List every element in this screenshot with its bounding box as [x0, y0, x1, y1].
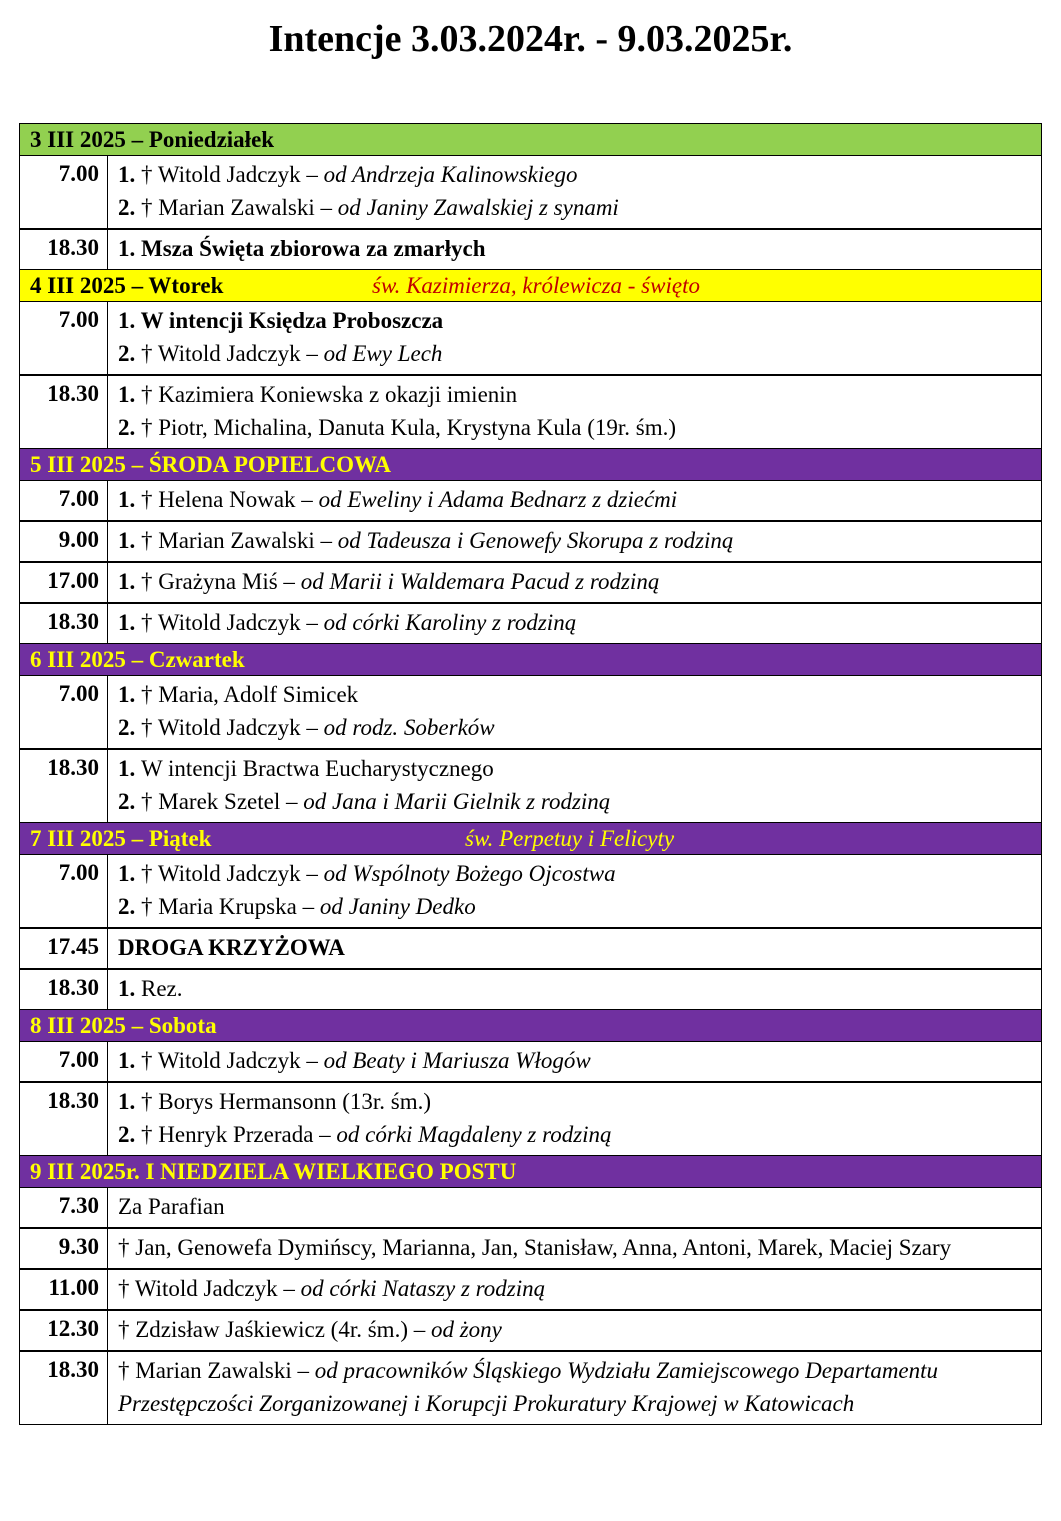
day-header-row: [20, 823, 1042, 855]
day-date: 5 III 2025 – ŚRODA POPIELCOWA: [30, 452, 392, 477]
intention-text: † Henryk Przerada –: [141, 1122, 337, 1147]
mass-time: 18.30: [20, 603, 108, 644]
intention-text: † Borys Hermansonn (13r. śm.): [141, 1089, 432, 1114]
day-date: 4 III 2025 – Wtorek: [30, 273, 224, 298]
intention-number: 1.: [118, 308, 141, 333]
mass-time: 11.00: [20, 1269, 108, 1310]
mass-row: [20, 229, 1042, 270]
day-date: 6 III 2025 – Czwartek: [30, 647, 245, 672]
intention-offered-by: od Wspólnoty Bożego Ojcostwa: [323, 861, 616, 886]
day-header-row: [20, 124, 1042, 156]
intention-number: 2.: [118, 195, 141, 220]
mass-intentions: [108, 302, 1042, 376]
mass-time: 7.30: [20, 1188, 108, 1229]
mass-intentions: [108, 481, 1042, 522]
intention-offered-by: od Janiny Dedko: [319, 894, 476, 919]
intention-line: [118, 711, 1033, 744]
mass-row: [20, 1351, 1042, 1425]
day-header-row: [20, 449, 1042, 481]
mass-time: 18.30: [20, 1351, 108, 1425]
mass-intentions: [108, 156, 1042, 230]
intention-offered-by: od żony: [430, 1317, 502, 1342]
intention-offered-by: od córki Karoliny z rodziną: [323, 610, 577, 635]
intention-number: 1.: [118, 236, 141, 261]
mass-row: [20, 1082, 1042, 1156]
intention-line: [118, 1044, 1033, 1077]
intention-offered-by: od Tadeusza i Genowefy Skorupa z rodziną: [337, 528, 734, 553]
intention-line: [118, 1272, 1033, 1305]
mass-row: [20, 521, 1042, 562]
mass-time: 9.00: [20, 521, 108, 562]
intention-text: † Maria, Adolf Simicek: [141, 682, 359, 707]
mass-time: 7.00: [20, 156, 108, 230]
intention-offered-by: od Eweliny i Adama Bednarz z dziećmi: [318, 487, 678, 512]
intention-text: † Maria Krupska –: [141, 894, 320, 919]
day-header: [20, 449, 1042, 481]
intention-text: † Marian Zawalski –: [141, 195, 338, 220]
mass-row: [20, 969, 1042, 1010]
mass-intentions: [108, 855, 1042, 929]
intention-line: [118, 304, 1033, 337]
intention-text: † Witold Jadczyk –: [141, 341, 324, 366]
intention-line: [118, 678, 1033, 711]
day-date: 8 III 2025 – Sobota: [30, 1013, 217, 1038]
intention-number: 1.: [118, 610, 141, 635]
day-header-row: [20, 270, 1042, 302]
intention-offered-by: od Janiny Zawalskiej z synami: [337, 195, 619, 220]
intention-number: 2.: [118, 715, 141, 740]
page-title: Intencje 3.03.2024r. - 9.03.2025r.: [268, 18, 793, 60]
mass-intentions: [108, 1310, 1042, 1351]
mass-time: 12.30: [20, 1310, 108, 1351]
mass-row: [20, 676, 1042, 750]
intention-number: 2.: [118, 894, 141, 919]
intention-text: † Witold Jadczyk –: [141, 1048, 324, 1073]
mass-time: 17.45: [20, 928, 108, 969]
mass-intentions: [108, 676, 1042, 750]
feast-name: św. Perpetuy i Felicyty: [465, 826, 675, 851]
intention-line: [118, 1085, 1033, 1118]
mass-row: [20, 603, 1042, 644]
intention-number: 1.: [118, 487, 141, 512]
day-header-row: [20, 644, 1042, 676]
intention-text: Rez.: [141, 976, 183, 1001]
intention-line: [118, 337, 1033, 370]
intention-text: † Piotr, Michalina, Danuta Kula, Krystyna Kula (19r. śm.): [141, 415, 677, 440]
mass-intentions: [108, 562, 1042, 603]
mass-intentions: [108, 521, 1042, 562]
day-header: [20, 644, 1042, 676]
mass-intentions: [108, 1228, 1042, 1269]
mass-row: [20, 1228, 1042, 1269]
intention-text: † Helena Nowak –: [141, 487, 319, 512]
intention-line: [118, 524, 1033, 557]
intention-number: 1.: [118, 569, 141, 594]
intention-number: 2.: [118, 341, 141, 366]
intention-line: [118, 931, 1033, 964]
mass-intentions: [108, 928, 1042, 969]
day-date: 3 III 2025 – Poniedziałek: [30, 127, 275, 152]
day-header-row: [20, 1010, 1042, 1042]
intention-text: † Marian Zawalski –: [118, 1358, 315, 1383]
intention-offered-by: od rodz. Soberków: [323, 715, 495, 740]
intention-offered-by: od Ewy Lech: [323, 341, 443, 366]
intention-number: 2.: [118, 789, 141, 814]
day-header: [20, 124, 1042, 156]
mass-intentions: [108, 375, 1042, 449]
intention-line: [118, 483, 1033, 516]
intention-number: 1.: [118, 976, 141, 1001]
mass-row: [20, 928, 1042, 969]
intention-number: 1.: [118, 528, 141, 553]
mass-time: 7.00: [20, 676, 108, 750]
mass-time: 18.30: [20, 229, 108, 270]
intention-offered-by: od pracowników Śląskiego Wydziału Zamiejscowego Departamentu Przestępczości Zorganizowanej i Korupcji Prokuratury Krajowej w Katowicach: [118, 1358, 939, 1416]
intention-line: [118, 1354, 1033, 1420]
mass-intentions: [108, 749, 1042, 823]
mass-intentions: [108, 1269, 1042, 1310]
intention-number: 1.: [118, 162, 141, 187]
intentions-table: [19, 123, 1042, 1425]
mass-time: 18.30: [20, 749, 108, 823]
mass-intentions: [108, 229, 1042, 270]
intention-line: [118, 890, 1033, 923]
mass-row: [20, 481, 1042, 522]
mass-time: 18.30: [20, 1082, 108, 1156]
mass-row: [20, 375, 1042, 449]
intention-line: [118, 857, 1033, 890]
intention-text: W intencji Księdza Proboszcza: [140, 308, 444, 333]
mass-time: 18.30: [20, 375, 108, 449]
day-header: [20, 1010, 1042, 1042]
mass-intentions: [108, 1188, 1042, 1229]
mass-row: [20, 1310, 1042, 1351]
feast-name: św. Kazimierza, królewicza - święto: [372, 273, 700, 298]
day-date: 9 III 2025r. I NIEDZIELA WIELKIEGO POSTU: [30, 1159, 517, 1184]
intention-text: Za Parafian: [118, 1194, 225, 1219]
intention-offered-by: od Beaty i Mariusza Włogów: [323, 1048, 591, 1073]
intention-number: 1.: [118, 382, 141, 407]
mass-time: 7.00: [20, 1042, 108, 1083]
intention-text: † Witold Jadczyk –: [141, 861, 324, 886]
mass-time: 18.30: [20, 969, 108, 1010]
intention-line: [118, 1231, 1033, 1264]
mass-row: [20, 1188, 1042, 1229]
mass-intentions: [108, 1351, 1042, 1425]
intention-text: † Witold Jadczyk –: [141, 162, 324, 187]
mass-time: 17.00: [20, 562, 108, 603]
intention-text: † Marian Zawalski –: [141, 528, 338, 553]
mass-row: [20, 1269, 1042, 1310]
intention-number: 2.: [118, 415, 141, 440]
intention-offered-by: od córki Nataszy z rodziną: [300, 1276, 546, 1301]
intention-text: † Grażyna Miś –: [141, 569, 301, 594]
intention-number: 1.: [118, 1048, 141, 1073]
intention-line: [118, 411, 1033, 444]
mass-row: [20, 1042, 1042, 1083]
day-header: [20, 823, 1042, 855]
intention-line: [118, 1313, 1033, 1346]
day-header: [20, 270, 1042, 302]
intention-text: DROGA KRZYŻOWA: [118, 935, 345, 960]
intention-number: 1.: [118, 682, 141, 707]
intention-line: [118, 232, 1033, 265]
intention-text: W intencji Bractwa Eucharystycznego: [141, 756, 494, 781]
mass-row: [20, 855, 1042, 929]
intention-text: † Witold Jadczyk –: [141, 610, 324, 635]
intention-offered-by: od Andrzeja Kalinowskiego: [323, 162, 578, 187]
intention-text: † Jan, Genowefa Dymińscy, Marianna, Jan, Stanisław, Anna, Antoni, Marek, Maciej Szary: [118, 1235, 952, 1260]
mass-row: [20, 562, 1042, 603]
intention-number: 1.: [118, 1089, 141, 1114]
intention-line: [118, 378, 1033, 411]
intention-text: † Marek Szetel –: [141, 789, 304, 814]
mass-time: 9.30: [20, 1228, 108, 1269]
mass-time: 7.00: [20, 481, 108, 522]
mass-time: 7.00: [20, 855, 108, 929]
mass-time: 7.00: [20, 302, 108, 376]
intention-text: Msza Święta zbiorowa za zmarłych: [141, 236, 486, 261]
mass-intentions: [108, 603, 1042, 644]
intention-text: † Witold Jadczyk –: [141, 715, 324, 740]
mass-row: [20, 749, 1042, 823]
mass-intentions: [108, 1042, 1042, 1083]
intention-line: [118, 565, 1033, 598]
intention-line: [118, 1190, 1033, 1223]
intention-offered-by: od córki Magdaleny z rodziną: [336, 1122, 612, 1147]
intention-line: [118, 1118, 1033, 1151]
intention-number: 1.: [118, 861, 141, 886]
mass-intentions: [108, 1082, 1042, 1156]
intention-offered-by: od Jana i Marii Gielnik z rodziną: [303, 789, 611, 814]
intention-text: † Kazimiera Koniewska z okazji imienin: [141, 382, 518, 407]
day-date: 7 III 2025 – Piątek: [30, 826, 212, 851]
day-header-row: [20, 1156, 1042, 1188]
intention-line: [118, 158, 1033, 191]
intention-line: [118, 191, 1033, 224]
intention-number: 2.: [118, 1122, 141, 1147]
intention-line: [118, 752, 1033, 785]
mass-row: [20, 156, 1042, 230]
intention-line: [118, 606, 1033, 639]
intention-number: 1.: [118, 756, 141, 781]
intention-text: † Zdzisław Jaśkiewicz (4r. śm.) –: [118, 1317, 431, 1342]
day-header: [20, 1156, 1042, 1188]
mass-intentions: [108, 969, 1042, 1010]
intention-text: † Witold Jadczyk –: [118, 1276, 301, 1301]
mass-row: [20, 302, 1042, 376]
intention-line: [118, 785, 1033, 818]
intention-line: [118, 972, 1033, 1005]
intention-offered-by: od Marii i Waldemara Pacud z rodziną: [300, 569, 660, 594]
